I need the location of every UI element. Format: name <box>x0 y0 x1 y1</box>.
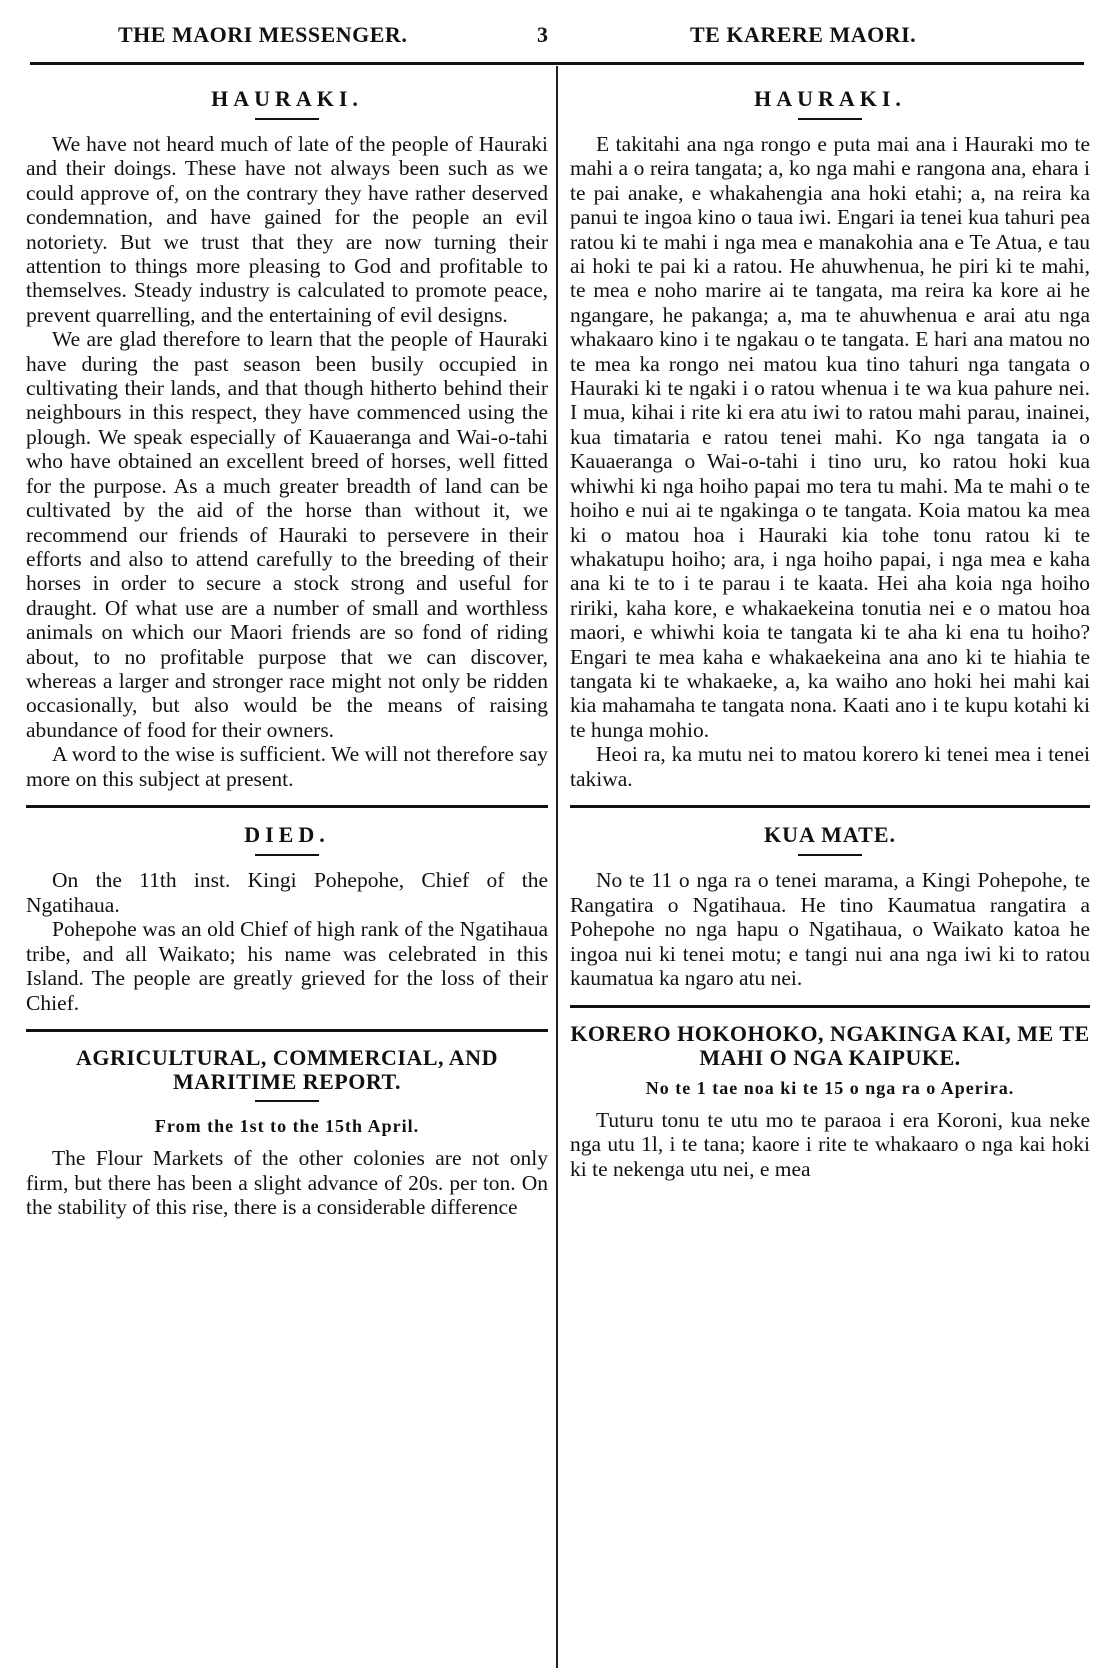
section-rule <box>26 1029 548 1033</box>
died-paragraph-1: On the 11th inst. Kingi Pohepohe, Chief of the Ngatihaua. <box>26 868 548 917</box>
kua-mate-heading: KUA MATE. <box>763 822 897 848</box>
section-rule <box>26 805 548 809</box>
section-rule <box>570 1005 1090 1009</box>
hauraki-paragraph-1: We have not heard much of late of the people of Hauraki and their doings. These have not always been such as we could approve of, on the contrary they have rather deserved condemnation, and have gained for the people an evil notoriety. But we trust that they are now turning their attention to things more pleasing to God and profitable to themselves. Steady industry is calculated to promote peace, prevent quarrelling, and the entertaining of evil designs. <box>26 132 548 327</box>
heading-rule <box>798 118 862 120</box>
kua-mate-paragraph: No te 11 o nga ra o tenei marama, a Kingi Pohepohe, te Rangatira o Ngatihaua. He tino Kaumatua rangatira a Pohepohe no nga hapu o Ngatihaua, o Waikato katoa he ingoa nui ki tenei motu; e tangi nui ana nga iwi ki to ratou kaumatua ka ngaro atu nei. <box>570 868 1090 991</box>
report-date-range-maori: No te 1 tae noa ki te 15 o nga ra o Aperira. <box>645 1078 1015 1098</box>
maori-column <box>570 72 1090 1181</box>
header-rule <box>30 62 1084 65</box>
section-rule <box>570 805 1090 809</box>
report-maori-paragraph-1: Tuturu tonu te utu mo te paraoa i era Koroni, kua neke nga utu 1l, i te tana; kaore i rite te whakaaro o nga kai hoki ki te nekenga utu nei, e mea <box>570 1108 1090 1181</box>
heading-rule <box>798 854 862 856</box>
died-heading: DIED. <box>244 822 330 848</box>
english-column <box>26 72 548 1220</box>
maori-title: TE KARERE MAORI. <box>690 22 917 47</box>
running-head <box>30 18 1084 52</box>
hauraki-paragraph-2: We are glad therefore to learn that the people of Hauraki have during the past season been busily occupied in cultivating their lands, and that though hitherto behind their neighbours in this respect, they have commenced using the plough. We speak especially of Kauaeranga and Wai-o-tahi who have obtained an excellent breed of horses, well fitted for the purpose. As a much greater breadth of land can be cultivated by the aid of the horse than without it, we recommend our friends of Hauraki to persevere in their efforts and also to attend carefully to the breeding of their horses in order to secure a stock strong and useful for draught. Of what use are a number of small and worthless animals on which our Maori friends are so fond of riding about, to no profitable purpose that we can discover, whereas a larger and stronger race might not only be ridden occasionally, but also would be the means of raising abundance of food for their owners. <box>26 327 548 742</box>
hauraki-paragraph-3: A word to the wise is sufficient. We will not therefore say more on this subject at present. <box>26 742 548 791</box>
heading-rule <box>255 854 319 856</box>
hauraki-maori-paragraph-1: E takitahi ana nga rongo e puta mai ana i Hauraki mo te mahi a o reira tangata; a, ko nga mahi e rangona ana, ehara i te pai anake, e whakahengia ana hoki etahi; a, na reira ka panui te ingoa kino o taua iwi. Engari ia tenei kua tahuri pea ratou ki te mahi i nga mea e manakohia ana e Te Atua, e tau ai hoki te pai ki a ratou. He ahuwhenua, he piri ki te mahi, te mea e noho marire ai te tangata, ma reira ka kore ai he ngangare, he pakanga; a, ma te ahuwhenua e arai atu nga whakaaro kino i te ngakau o te tangata. E hari ana matou no te mea ka rongo nei matou kua tino tahuri nga tangata o Hauraki ki te ngaki i o ratou whenua i te wa kua pahure nei. I mua, kihai i rite ki era atu iwi to ratou mahi parau, inainei, kua timataria e ratou tenei mahi. Ko nga tangata ia o Kauaeranga o Wai-o-tahi i tino uru, ko ratou hoki kua whiwhi ki nga hoiho papai mo tera tu mahi. Ma te mahi o te hoiho e nui ai te ngakinga o te tangata. Koia matou ka mea ki o matou hoa i Hauraki kia tohe tonu ratou ki te whakatupu hoiho; ara, i nga hoiho papai, i nga mea e kaha ana ki te to i te parau i te kaata. Hei aha koia nga hoiho ririki, kaha kore, e whakaekeina tonutia nei e o matou hoa maori, e whiwhi koia te tangata ki te aha ki ena tu hoiho? Engari te mea kaha e whakaekeina ana ano ki te hiahia te tangata ki te whakaeke, a, ka waiho ano hoki hei mahi kai kia mahamaha te tangata nona. Kaati ano i te kupu kotahi ki te hunga mohio. <box>570 132 1090 742</box>
hauraki-maori-paragraph-2: Heoi ra, ka mutu nei to matou korero ki tenei mea i tenei takiwa. <box>570 742 1090 791</box>
report-paragraph-1: The Flour Markets of the other colonies are not only firm, but there has been a slight advance of 20s. per ton. On the stability of this rise, there is a considerable difference <box>26 1146 548 1220</box>
english-title: THE MAORI MESSENGER. <box>118 22 408 47</box>
hauraki-heading: HAURAKI. <box>211 86 363 111</box>
report-heading: AGRICULTURAL, COMMERCIAL, AND MARITIME REPORT. <box>76 1045 498 1095</box>
heading-rule <box>255 1100 319 1102</box>
died-paragraph-2: Pohepohe was an old Chief of high rank of the Ngatihaua tribe, and all Waikato; his name was celebrated in this Island. The people are greatly grieved for the loss of their Chief. <box>26 917 548 1015</box>
hauraki-heading-maori: HAURAKI. <box>754 86 906 111</box>
column-divider <box>556 66 558 1668</box>
report-date-range: From the 1st to the 15th April. <box>154 1116 420 1137</box>
heading-rule <box>255 118 319 120</box>
report-heading-maori: KORERO HOKOHOKO, NGAKINGA KAI, ME TE MAHI O NGA KAIPUKE. <box>570 1021 1090 1070</box>
page-number: 3 <box>537 22 549 47</box>
